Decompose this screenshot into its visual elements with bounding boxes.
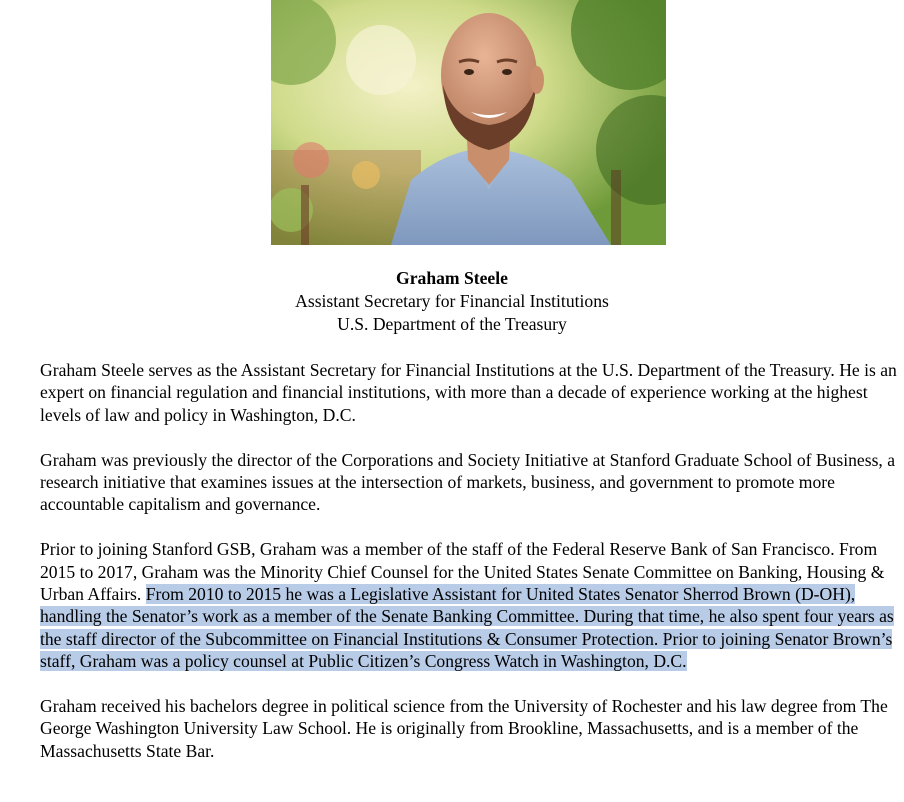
bio-heading [0,267,904,336]
job-title: Assistant Secretary for Financial Institutions [295,291,609,311]
profile-photo [271,0,666,245]
selected-text[interactable]: From 2010 to 2015 he was a Legislative Assistant for United States Senator Sherrod Brown (D-OH), handling the Senator’s work as a member of the Senate Banking Committee. During that time, he also spent four years as the staff director of the Subcommittee on Financial Institutions & Consumer Protection. Prior to joining Senator Brown’s staff, Graham was a policy counsel at Public Citizen’s Congress Watch in Washington, D.C. [40,584,894,672]
person-name: Graham Steele [396,268,508,288]
department-name: U.S. Department of the Treasury [337,314,567,334]
biography [40,359,900,785]
bio-paragraph-3 [40,538,900,672]
bio-paragraph-1: Graham Steele serves as the Assistant Secretary for Financial Institutions at the U.S. Department of the Treasury. He is an expert on financial regulation and financial institutions, with more than a decade of experience working at the highest levels of law and policy in Washington, D.C. [40,360,897,425]
bio-paragraph-4: Graham received his bachelors degree in political science from the University of Rochester and his law degree from The George Washington University Law School. He is originally from Brookline, Massachusetts, and is a member of the Massachusetts State Bar. [40,696,888,761]
bio-paragraph-3-text: Prior to joining Stanford GSB, Graham was a member of the staff of the Federal Reserve Bank of San Francisco. From 2015 to 2017, Graham was the Minority Chief Counsel for the United States Senate Committee on Banking, Housing & Urban Affairs. [40,539,885,605]
bio-paragraph-2: Graham was previously the director of the Corporations and Society Initiative at Stanford Graduate School of Business, a research initiative that examines issues at the intersection of markets, business, and government to promote more accountable capitalism and governance. [40,449,896,515]
